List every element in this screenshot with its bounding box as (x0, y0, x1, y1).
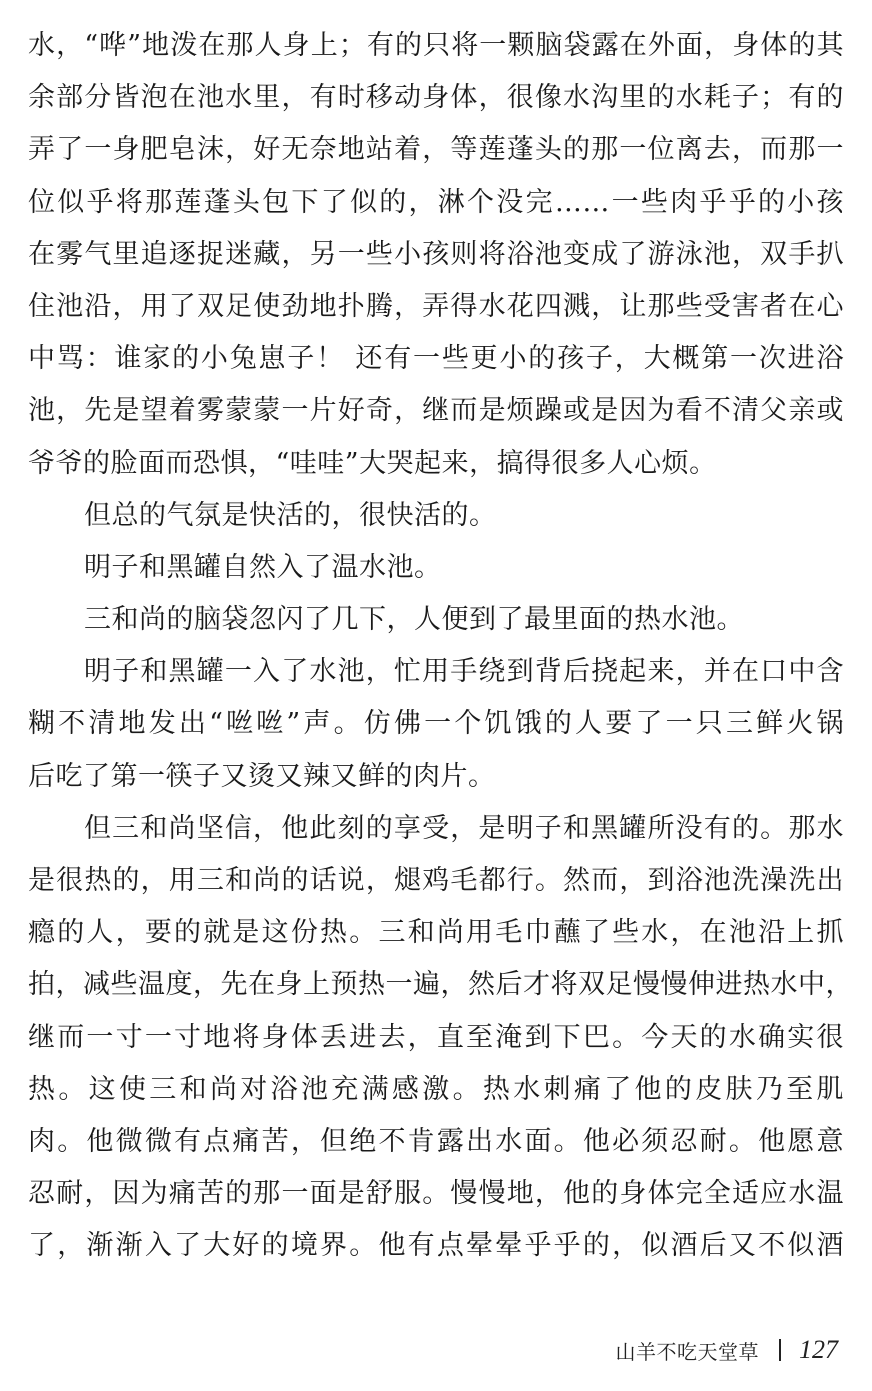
text-line: 拍，减些温度，先在身上预热一遍，然后才将双足慢慢伸进热水中， (28, 969, 853, 1001)
page-footer (616, 1332, 839, 1368)
paragraph-start-line: 三和尚的脑袋忽闪了几下，人便到了最里面的热水池。 (84, 604, 744, 636)
text-line: 中骂：谁家的小兔崽子！ 还有一些更小的孩子，大概第一次进浴 (28, 343, 844, 375)
text-line: 肉。他微微有点痛苦，但绝不肯露出水面。他必须忍耐。他愿意 (28, 1125, 844, 1157)
text-line: 是很热的，用三和尚的话说，煺鸡毛都行。然而，到浴池洗澡洗出 (28, 865, 844, 896)
paragraph-start-line: 明子和黑罐一入了水池，忙用手绕到背后挠起来，并在口中含 (84, 656, 844, 688)
paragraph-start-line: 明子和黑罐自然入了温水池。 (84, 551, 442, 583)
text-line: 忍耐，因为痛苦的那一面是舒服。慢慢地，他的身体完全适应水温 (28, 1178, 844, 1210)
paragraph-start-line: 但总的气氛是快活的，很快活的。 (84, 499, 497, 531)
text-line: 糊不清地发出“咝咝”声。仿佛一个饥饿的人要了一只三鲜火锅 (28, 708, 844, 740)
text-line: 位似乎将那莲蓬头包下了似的，淋个没完……一些肉乎乎的小孩 (28, 186, 844, 218)
page-body (28, 20, 853, 1273)
text-line: 热。这使三和尚对浴池充满感激。热水刺痛了他的皮肤乃至肌 (28, 1073, 844, 1105)
text-line: 瘾的人，要的就是这份热。三和尚用毛巾蘸了些水，在池沿上抓 (28, 917, 844, 949)
text-line: 后吃了第一筷子又烫又辣又鲜的肉片。 (28, 760, 496, 792)
text-line: 在雾气里追逐捉迷藏，另一些小孩则将浴池变成了游泳池，双手扒 (28, 238, 844, 270)
text-line: 了，渐渐入了大好的境界。他有点晕晕乎乎的，似酒后又不似酒 (28, 1230, 844, 1262)
text-line: 继而一寸一寸地将身体丢进去，直至淹到下巴。今天的水确实很 (28, 1021, 844, 1053)
text-line: 弄了一身肥皂沫，好无奈地站着，等莲蓬头的那一位离去，而那一 (28, 134, 844, 166)
text-line: 住池沿，用了双足使劲地扑腾，弄得水花四溅，让那些受害者在心 (28, 290, 844, 322)
text-line: 池，先是望着雾蒙蒙一片好奇，继而是烦躁或是因为看不清父亲或 (28, 395, 844, 427)
text-line: 余部分皆泡在池水里，有时移动身体，很像水沟里的水耗子；有的 (28, 82, 844, 114)
text-line: 水，“哗”地泼在那人身上；有的只将一颗脑袋露在外面，身体的其 (28, 30, 844, 61)
text-line: 爷爷的脸面而恐惧，“哇哇”大哭起来，搞得很多人心烦。 (28, 447, 717, 479)
running-book-title: 山羊不吃天堂草 (615, 1339, 759, 1364)
footer-separator (779, 1339, 781, 1361)
page-number: 127 (799, 1335, 838, 1364)
paragraph-start-line: 但三和尚坚信，他此刻的享受，是明子和黑罐所没有的。那水 (84, 812, 844, 844)
